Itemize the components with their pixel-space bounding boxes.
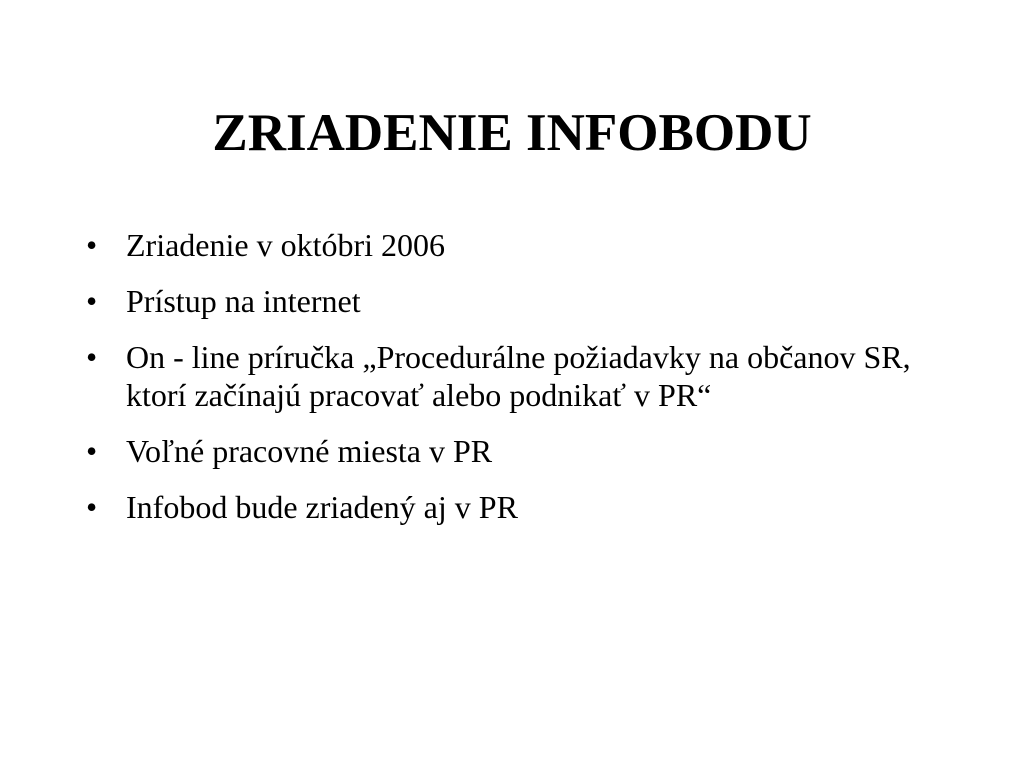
bullet-item	[86, 282, 936, 320]
bullet-point-icon: •	[86, 227, 98, 263]
bullet-text: Zriadenie v októbri 2006	[126, 227, 446, 263]
bullet-point-icon: •	[86, 433, 98, 469]
bullet-item	[86, 226, 936, 264]
bullet-text: Infobod bude zriadený aj v PR	[126, 489, 518, 525]
bullet-text: Voľné pracovné miesta v PR	[126, 433, 493, 469]
bullet-point-icon: •	[86, 339, 98, 375]
bullet-point-icon: •	[86, 283, 98, 319]
bullet-item	[86, 488, 936, 526]
bullet-text: On - line príručka „Procedurálne požiadavky na občanov SR, ktorí začínajú pracovať alebo podnikať v PR“	[126, 339, 911, 413]
bullet-item	[86, 432, 936, 470]
bullet-list	[86, 226, 936, 544]
bullet-point-icon: •	[86, 489, 98, 525]
bullet-item	[86, 338, 936, 414]
bullet-text: Prístup na internet	[126, 283, 361, 319]
slide-title: ZRIADENIE INFOBODU	[212, 104, 812, 162]
